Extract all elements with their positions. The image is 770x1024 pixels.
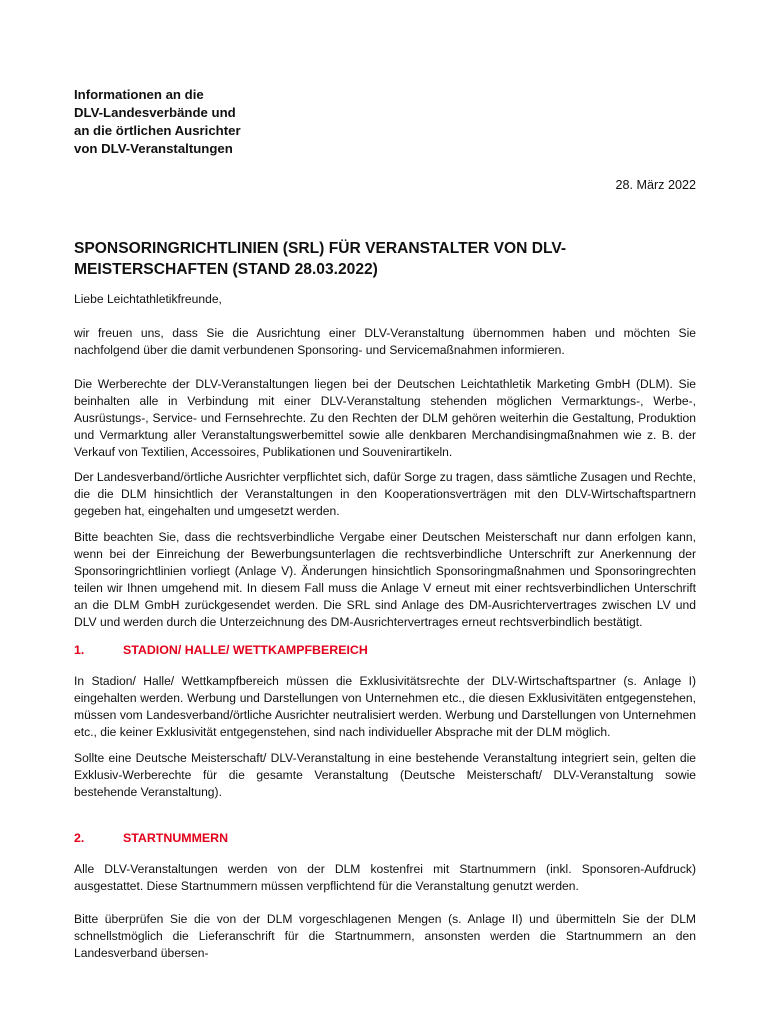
section-title: STARTNUMMERN xyxy=(123,831,229,845)
salutation: Liebe Leichtathletikfreunde, xyxy=(74,292,222,306)
document-page xyxy=(74,0,696,1024)
intro-paragraph: Bitte beachten Sie, dass die rechtsverbindliche Vergabe einer Deutschen Meisterschaft nur dann erfolgen kann, wenn bei der Einreichung der Bewerbungsunterlagen die rechtsverbindliche Unterschrift zur Anerkennung der Sponsoringrichtlinien vorliegt (Anlage V). Änderungen hinsichtlich Sponsoringmaßnahmen und Sponsoringrechten teilen wir Ihnen umgehend mit. In diesem Fall muss die Anlage V erneut mit einer rechtsverbindlichen Unterschrift an die DLM GmbH zurückgesendet werden. Die SRL sind Anlage des DM-Ausrichtervertrages zwischen LV und DLV und werden durch die Unterzeichnung des DM-Ausrichtervertrages erneut rechtsverbindlich bestätigt. xyxy=(74,530,696,630)
section-heading xyxy=(74,642,368,659)
section-number: 1. xyxy=(74,643,85,657)
recipient-block xyxy=(74,86,241,158)
recipient-line: DLV-Landesverbände und xyxy=(74,105,236,120)
recipient-line: Informationen an die xyxy=(74,87,204,102)
section-paragraph: Alle DLV-Veranstaltungen werden von der DLM kostenfrei mit Startnummern (inkl. Sponsoren-Aufdruck) ausgestattet. Diese Startnummern müssen verpflichtend für die Veranstaltung genutzt werden. xyxy=(74,862,696,894)
intro-paragraph: Die Werberechte der DLV-Veranstaltungen liegen bei der Deutschen Leichtathletik Marketing GmbH (DLM). Sie beinhalten alle in Verbindung mit einer DLV-Veranstaltung stehenden möglichen Vermarktungs-, Werbe-, Ausrüstungs-, Service- und Fernsehrechte. Zu den Rechten der DLM gehören weiterhin die Gestaltung, Produktion und Vermarktung aller Veranstaltungswerbemittel sowie alle denkbaren Merchandisingmaßnahmen wie z. B. der Verkauf von Textilien, Accessoires, Publikationen und Souvenirartikeln. xyxy=(74,377,696,460)
section-title: STADION/ HALLE/ WETTKAMPFBEREICH xyxy=(123,643,368,657)
recipient-line: an die örtlichen Ausrichter xyxy=(74,123,241,138)
document-date: 28. März 2022 xyxy=(615,178,696,192)
section-heading xyxy=(74,830,228,847)
section-paragraph: In Stadion/ Halle/ Wettkampfbereich müssen die Exklusivitätsrechte der DLV-Wirtschaftspartner (s. Anlage I) eingehalten werden. Werbung und Darstellungen von Unternehmen etc., die diesen Exklusivitäten entgegenstehen, müssen vom Landesverband/örtliche Ausrichter neutralisiert werden. Werbung und Darstellungen von Unternehmen etc., die keiner Exklusivität entgegenstehen, sind nach individueller Absprache mit der DLM möglich. xyxy=(74,674,696,740)
section-number: 2. xyxy=(74,831,85,845)
intro-paragraph: Der Landesverband/örtliche Ausrichter verpflichtet sich, dafür Sorge zu tragen, dass sämtliche Zusagen und Rechte, die die DLM hinsichtlich der Veranstaltungen in den Kooperationsverträgen mit den DLV-Wirtschaftspartnern gegeben hat, eingehalten und umgesetzt werden. xyxy=(74,470,696,519)
section-paragraph: Bitte überprüfen Sie die von der DLM vorgeschlagenen Mengen (s. Anlage II) und übermitteln Sie der DLM schnellstmöglich die Lieferanschrift für die Startnummern, ansonsten werden die Startnummern an den Landesverband übersen- xyxy=(74,912,696,961)
section-paragraph: Sollte eine Deutsche Meisterschaft/ DLV-Veranstaltung in eine bestehende Veranstaltung integriert sein, gelten die Exklusiv-Werberechte für die gesamte Veranstaltung (Deutsche Meisterschaft/ DLV-Veranstaltung sowie bestehende Veranstaltung). xyxy=(74,751,696,800)
recipient-line: von DLV-Veranstaltungen xyxy=(74,141,233,156)
intro-paragraph: wir freuen uns, dass Sie die Ausrichtung einer DLV-Veranstaltung übernommen haben und möchten Sie nachfolgend über die damit verbundenen Sponsoring- und Servicemaßnahmen informieren. xyxy=(74,326,696,358)
document-title: SPONSORINGRICHTLINIEN (SRL) FÜR VERANSTALTER VON DLV-MEISTERSCHAFTEN (STAND 28.03.2022) xyxy=(74,240,567,278)
